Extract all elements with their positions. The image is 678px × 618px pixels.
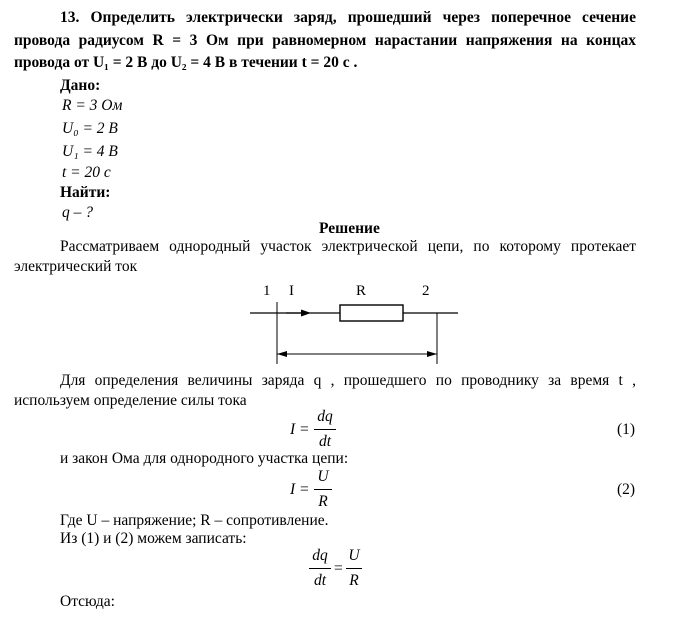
eq3-right-denominator: R [349,572,359,589]
current-arrowhead [301,310,311,317]
eq2-lhs: I = [290,481,310,498]
given-voltage-start: U₀ = 2 В [62,120,118,137]
given-time: t = 20 с [62,164,111,181]
given-resistance: R = 3 Ом [62,97,123,114]
paragraph-charge-definition: Для определения величины заряда q , прошедшего по проводнику за время t , [60,372,636,389]
solution-intro-line-2: электрический ток [14,258,138,275]
resistor-symbol [340,305,403,321]
solution-intro-line-1: Рассматриваем однородный участок электрической цепи, по которому протекает [60,238,636,255]
paragraph-current-definition: используем определение силы тока [14,392,247,409]
eq2-denominator: R [318,493,328,510]
ohm-law-text: и закон Ома для однородного участка цепи: [60,450,349,467]
eq3-left-numerator: dq [312,547,328,564]
eq3-left-fraction [309,546,331,591]
node-1-label: 1 [263,283,271,299]
problem-line-3: провода от U₁ = 2 В до U₂ = 4 В в течении t = 20 с . [14,54,358,71]
find-charge: q – ? [62,204,93,221]
eq2-numerator: U [317,468,329,485]
resistor-label: R [356,283,367,299]
find-heading: Найти: [60,184,111,201]
dimension-arrow-left [277,351,287,357]
dimension-arrow-right [427,351,437,357]
variables-explanation: Где U – напряжение; R – сопротивление. [60,512,329,529]
eq3-right-fraction [346,546,362,591]
current-label: I [289,283,294,299]
eq2-fraction [314,467,332,512]
eq3-equals: = [334,560,343,577]
eq1-numerator: dq [317,408,333,425]
given-heading: Дано: [60,77,101,94]
eq1-lhs: I = [290,421,310,438]
eq3-left-denominator: dt [313,572,327,589]
eq1-fraction [314,407,336,452]
eq2-number: (2) [617,481,636,498]
eq1-denominator: dt [318,433,332,450]
combine-text: Из (1) и (2) можем записать: [60,530,247,547]
given-voltage-end: U₁ = 4 В [62,143,118,160]
solution-heading: Решение [319,220,380,237]
eq3-right-numerator: U [348,547,360,564]
eq1-number: (1) [617,421,636,438]
problem-line-1: 13. Определить электрически заряд, прошедший через поперечное сечение [60,9,636,26]
problem-line-2: провода радиусом R = 3 Ом при равномерном нарастании напряжения на концах [14,32,636,49]
hence-text: Отсюда: [60,593,115,610]
node-2-label: 2 [422,283,430,299]
